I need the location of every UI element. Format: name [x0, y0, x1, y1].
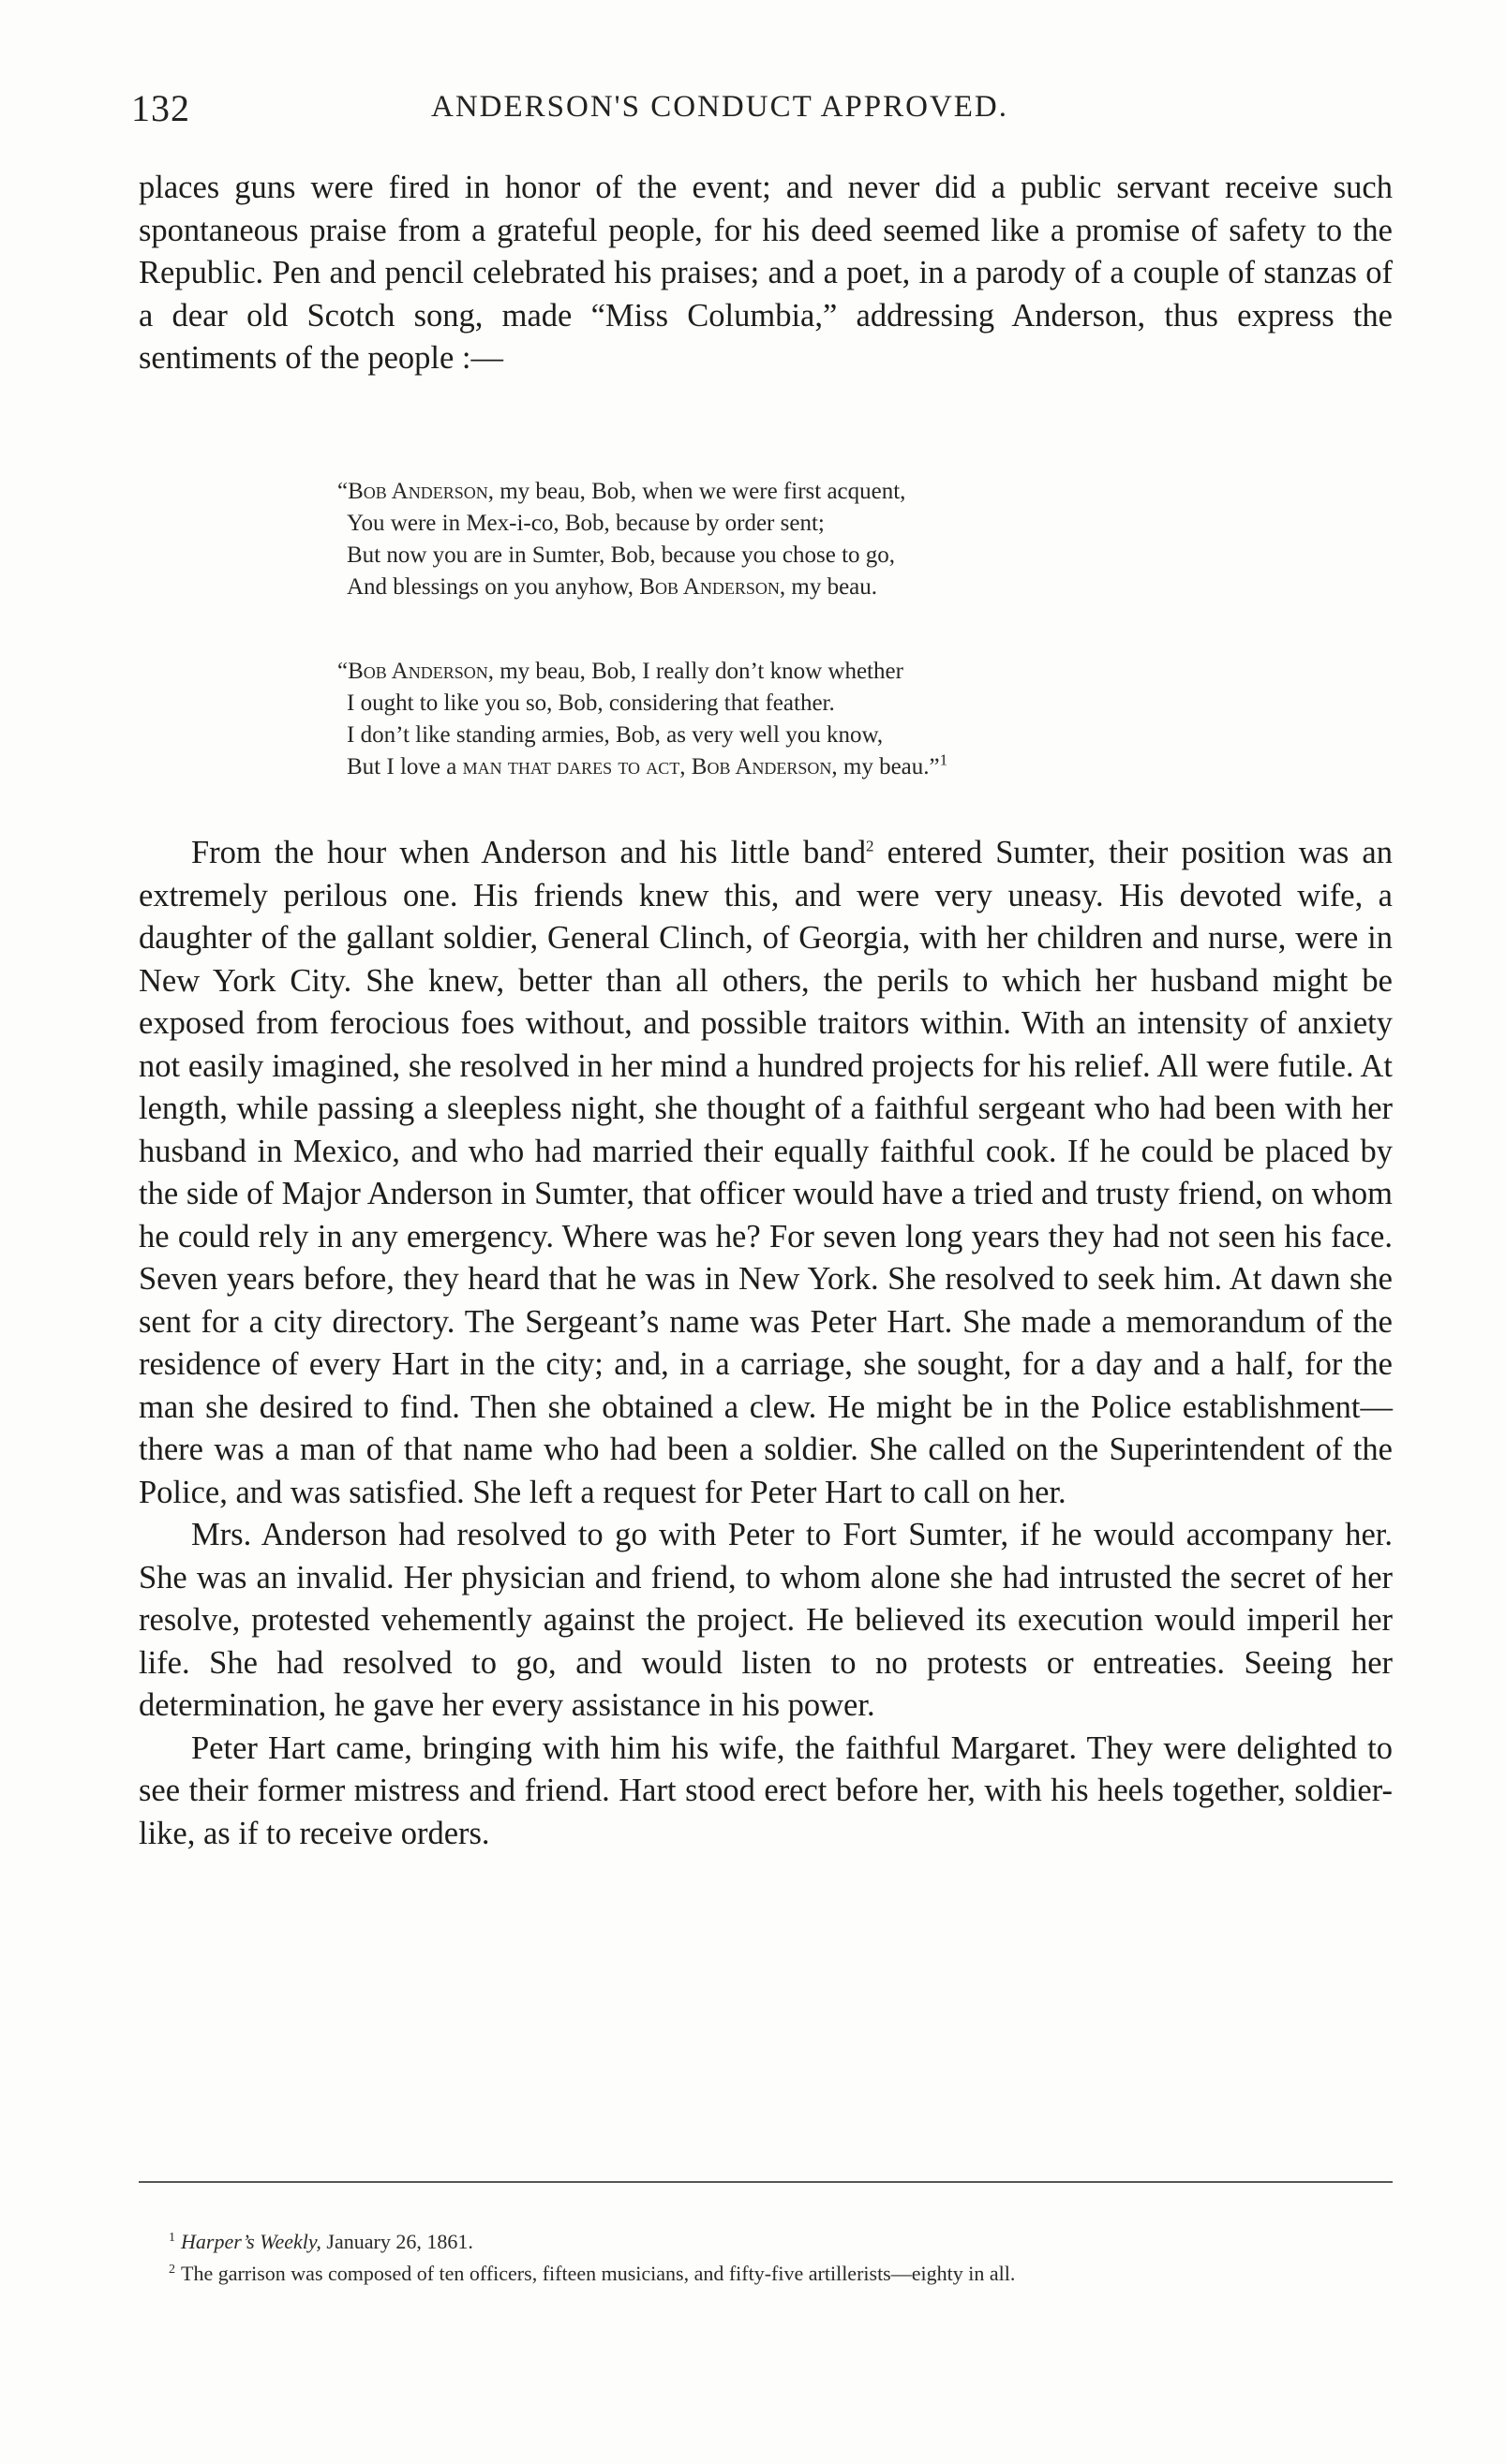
open-quote: “: [337, 479, 349, 504]
poem-line: You were in Mex-i-co, Bob, because by order sent;: [347, 511, 825, 536]
footnotes: [169, 2226, 1396, 2290]
poem-line: I don’t like standing armies, Bob, as very well you know,: [347, 722, 884, 748]
footnote-ref: 1: [939, 750, 948, 769]
poem-text: , my beau.: [779, 574, 878, 600]
poem-name: Bob Anderson: [639, 574, 780, 600]
poem-stanza-1: [337, 476, 1284, 603]
page-number: 132: [131, 87, 190, 129]
poem-line: [337, 476, 1284, 508]
intro-paragraph: places guns were fired in honor of the event; and never did a public servant receive such spontaneous praise from a grateful people, for his deed seemed like a promise of safety to the Republic. Pen and pencil celebrated his praises; and a poet, in a parody of a couple of stanzas of a dear old Scotch song, made “Miss Columbia,” addressing Anderson, thus express the sentiments of the people :—: [139, 170, 1393, 376]
footnote-source: Harper’s Weekly,: [181, 2230, 321, 2253]
poem-name: Bob Anderson: [348, 479, 488, 504]
poem-line: [347, 571, 1284, 603]
paragraph-3: Peter Hart came, bringing with him his wife, the faithful Margaret. They were delighted to see their former mistress and friend. Hart stood erect before her, with his heels together, soldier-like, as if to receive orders.: [139, 1729, 1393, 1851]
intro-block: [139, 167, 1393, 380]
poem-text: And blessings on you anyhow,: [347, 574, 640, 600]
main-text: [139, 832, 1393, 1855]
poem-text: But I love a: [347, 754, 463, 779]
footnote-1: [169, 2226, 1396, 2258]
footnote-text: January 26, 1861.: [321, 2230, 473, 2253]
poem-smallcaps: man that dares to act, Bob Anderson: [462, 754, 832, 779]
poem-line: But now you are in Sumter, Bob, because you chose to go,: [347, 542, 896, 568]
poem-stanza-2: [337, 656, 1284, 783]
footnote-marker: 1: [169, 2230, 175, 2245]
footnote-ref: 2: [866, 837, 874, 855]
poem-line: [347, 751, 1284, 783]
poem-name: Bob Anderson: [348, 659, 488, 684]
paragraph-1: [139, 832, 1393, 1514]
footnote-text: The garrison was composed of ten officers, fifteen musicians, and fifty-five artillerists—eighty in all.: [181, 2262, 1016, 2285]
paragraph-text: From the hour when Anderson and his little band: [191, 835, 867, 870]
paragraph-2: Mrs. Anderson had resolved to go with Peter to Fort Sumter, if he would accompany her. She was an invalid. Her physician and friend, to whom alone she had intrusted the secret of her resolve, protested vehemently against the project. He believed its execution would imperil her life. She had resolved to go, and would listen to no protests or entreaties. Seeing her determination, he gave her every assistance in his power.: [139, 1517, 1393, 1723]
page-header: [131, 86, 1396, 142]
footnote-2: [169, 2258, 1396, 2290]
footnote-divider: [139, 2181, 1393, 2183]
running-head: ANDERSON'S CONDUCT APPROVED.: [431, 90, 1009, 124]
poem-text: , my beau.”: [831, 754, 940, 779]
footnote-marker: 2: [169, 2262, 175, 2277]
poem-text: , my beau, Bob, I really don’t know whether: [487, 659, 903, 684]
open-quote: “: [337, 659, 349, 684]
paragraph-text: entered Sumter, their position was an extremely perilous one. His friends knew this, and were very uneasy. His devoted wife, a daughter of the gallant soldier, General Clinch, of Georgia, with her children and nurse, were in New York City. She knew, better than all others, the perils to which her husband might be exposed from ferocious foes without, and possible traitors within. With an intensity of anxiety not easily imagined, she resolved in her mind a hundred projects for his relief. All were futile. At length, while passing a sleepless night, she thought of a faithful sergeant who had been with her husband in Mexico, and who had married their equally faithful cook. If he could be placed by the side of Major Anderson in Sumter, that officer would have a tried and trusty friend, on whom he could rely in any emergency. Where was he? For seven long years they had not seen his face. Seven years before, they heard that he was in New York. She resolved to seek him. At dawn she sent for a city directory. The Sergeant’s name was Peter Hart. She made a memorandum of the residence of every Hart in the city; and, in a carriage, she sought, for a day and a half, for the man she desired to find. Then she obtained a clew. He might be in the Police establishment—there was a man of that name who had been a soldier. She called on the Superintendent of the Police, and was satisfied. She left a request for Peter Hart to call on her.: [139, 835, 1393, 1510]
poem-line: I ought to like you so, Bob, considering that feather.: [347, 690, 835, 716]
poem-line: [337, 656, 1284, 688]
poem-text: , my beau, Bob, when we were first acquent,: [487, 479, 906, 504]
